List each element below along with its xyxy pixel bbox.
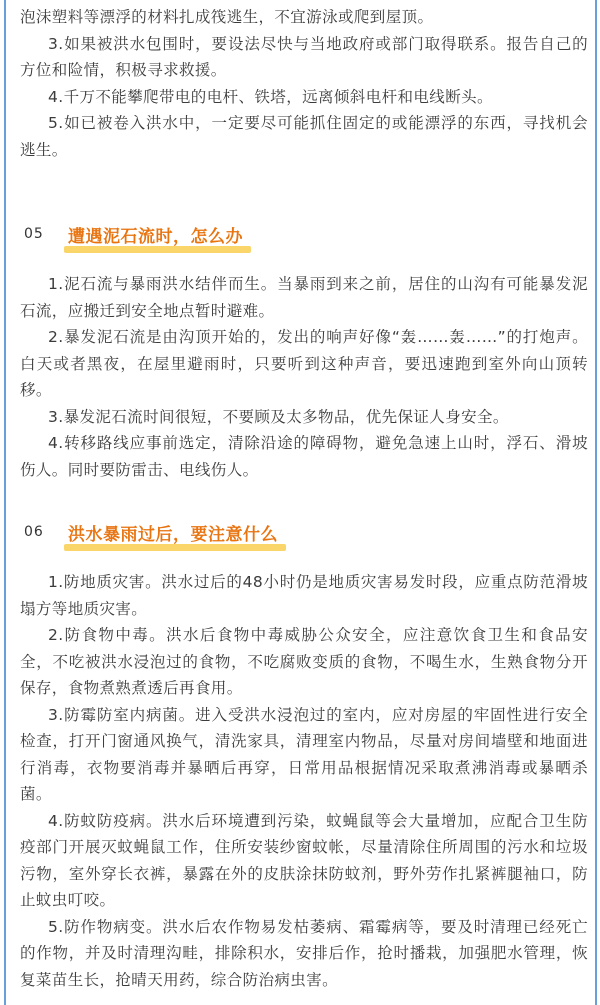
section-paragraph: 4.防蚊防疫病。洪水后环境遭到污染，蚊蝇鼠等会大量增加，应配合卫生防疫部门开展灭蚊蝇鼠工作，住所安装纱窗蚊帐，尽量清除住所周围的污水和垃圾污物，室外穿长衣裤，暴露在外的皮肤涂抹防蚊剂，野外劳作扎紧裤腿袖口，防止蚊虫叮咬。 — [20, 811, 588, 909]
section-title: 遭遇泥石流时，怎么办 — [68, 226, 243, 247]
section-heading — [20, 515, 588, 549]
right-border-line — [595, 0, 597, 1005]
section-paragraph: 4.转移路线应事前选定，清除沿途的障碍物，避免急速上山时，浮石、滑坡伤人。同时要防雷击、电线伤人。 — [20, 434, 588, 479]
section-body — [20, 271, 588, 483]
section-title-wrap — [64, 520, 282, 545]
section-paragraph: 2.防食物中毒。洪水后食物中毒威胁公众安全，应注意饮食卫生和食品安全，不吃被洪水浸泡过的食物，不吃腐败变质的食物，不喝生水，生熟食物分开保存，食物煮熟煮透后再食用。 — [20, 626, 588, 697]
intro-paragraph: 泡沫塑料等漂浮的材料扎成筏逃生，不宜游泳或爬到屋顶。 — [20, 8, 434, 26]
section-body — [20, 569, 588, 993]
section-paragraph: 1.泥石流与暴雨洪水结伴而生。当暴雨到来之前，居住的山沟有可能暴发泥石流，应搬迁到安全地点暂时避难。 — [20, 275, 588, 320]
left-border-line — [4, 0, 6, 1005]
intro-paragraph: 4.千万不能攀爬带电的电杆、铁塔，远离倾斜电杆和电线断头。 — [48, 87, 493, 106]
intro-block — [20, 0, 588, 163]
section-number: 06 — [24, 524, 44, 540]
article-content — [20, 0, 588, 993]
section-paragraph: 3.暴发泥石流时间很短，不要顾及太多物品，优先保证人身安全。 — [48, 407, 509, 426]
intro-paragraph: 3.如果被洪水包围时，要设法尽快与当地政府或部门取得联系。报告自己的方位和险情，积极寻求救援。 — [20, 34, 588, 79]
section-05 — [20, 217, 588, 483]
section-number: 05 — [24, 226, 44, 242]
section-paragraph: 2.暴发泥石流是由沟顶开始的，发出的响声好像“轰……轰……”的打炮声。白天或者黑夜，在屋里避雨时，只要听到这种声音，要迅速跑到室外向山顶转移。 — [20, 328, 588, 399]
section-title-wrap — [64, 222, 247, 247]
section-paragraph: 5.防作物病变。洪水后农作物易发枯萎病、霜霉病等，要及时清理已经死亡的作物，并及时清理沟畦，排除积水，安排后作，抢时播栽，加强肥水管理，恢复菜苗生长，抢晴天用药，综合防治病虫害。 — [20, 917, 588, 989]
section-paragraph: 1.防地质灾害。洪水过后的48小时仍是地质灾害易发时段，应重点防范滑坡塌方等地质灾害。 — [20, 573, 588, 618]
intro-paragraph: 5.如已被卷入洪水中，一定要尽可能抓住固定的或能漂浮的东西，寻找机会逃生。 — [20, 114, 588, 159]
section-title: 洪水暴雨过后，要注意什么 — [68, 524, 278, 545]
section-06 — [20, 515, 588, 993]
section-heading — [20, 217, 588, 251]
section-paragraph: 3.防霉防室内病菌。进入受洪水浸泡过的室内，应对房屋的牢固性进行安全检查，打开门窗通风换气，清洗家具，清理室内物品，尽量对房间墙壁和地面进行消毒，衣物要消毒并暴晒后再穿，日常用品根据情况采取煮沸消毒或暴晒杀菌。 — [20, 705, 588, 803]
